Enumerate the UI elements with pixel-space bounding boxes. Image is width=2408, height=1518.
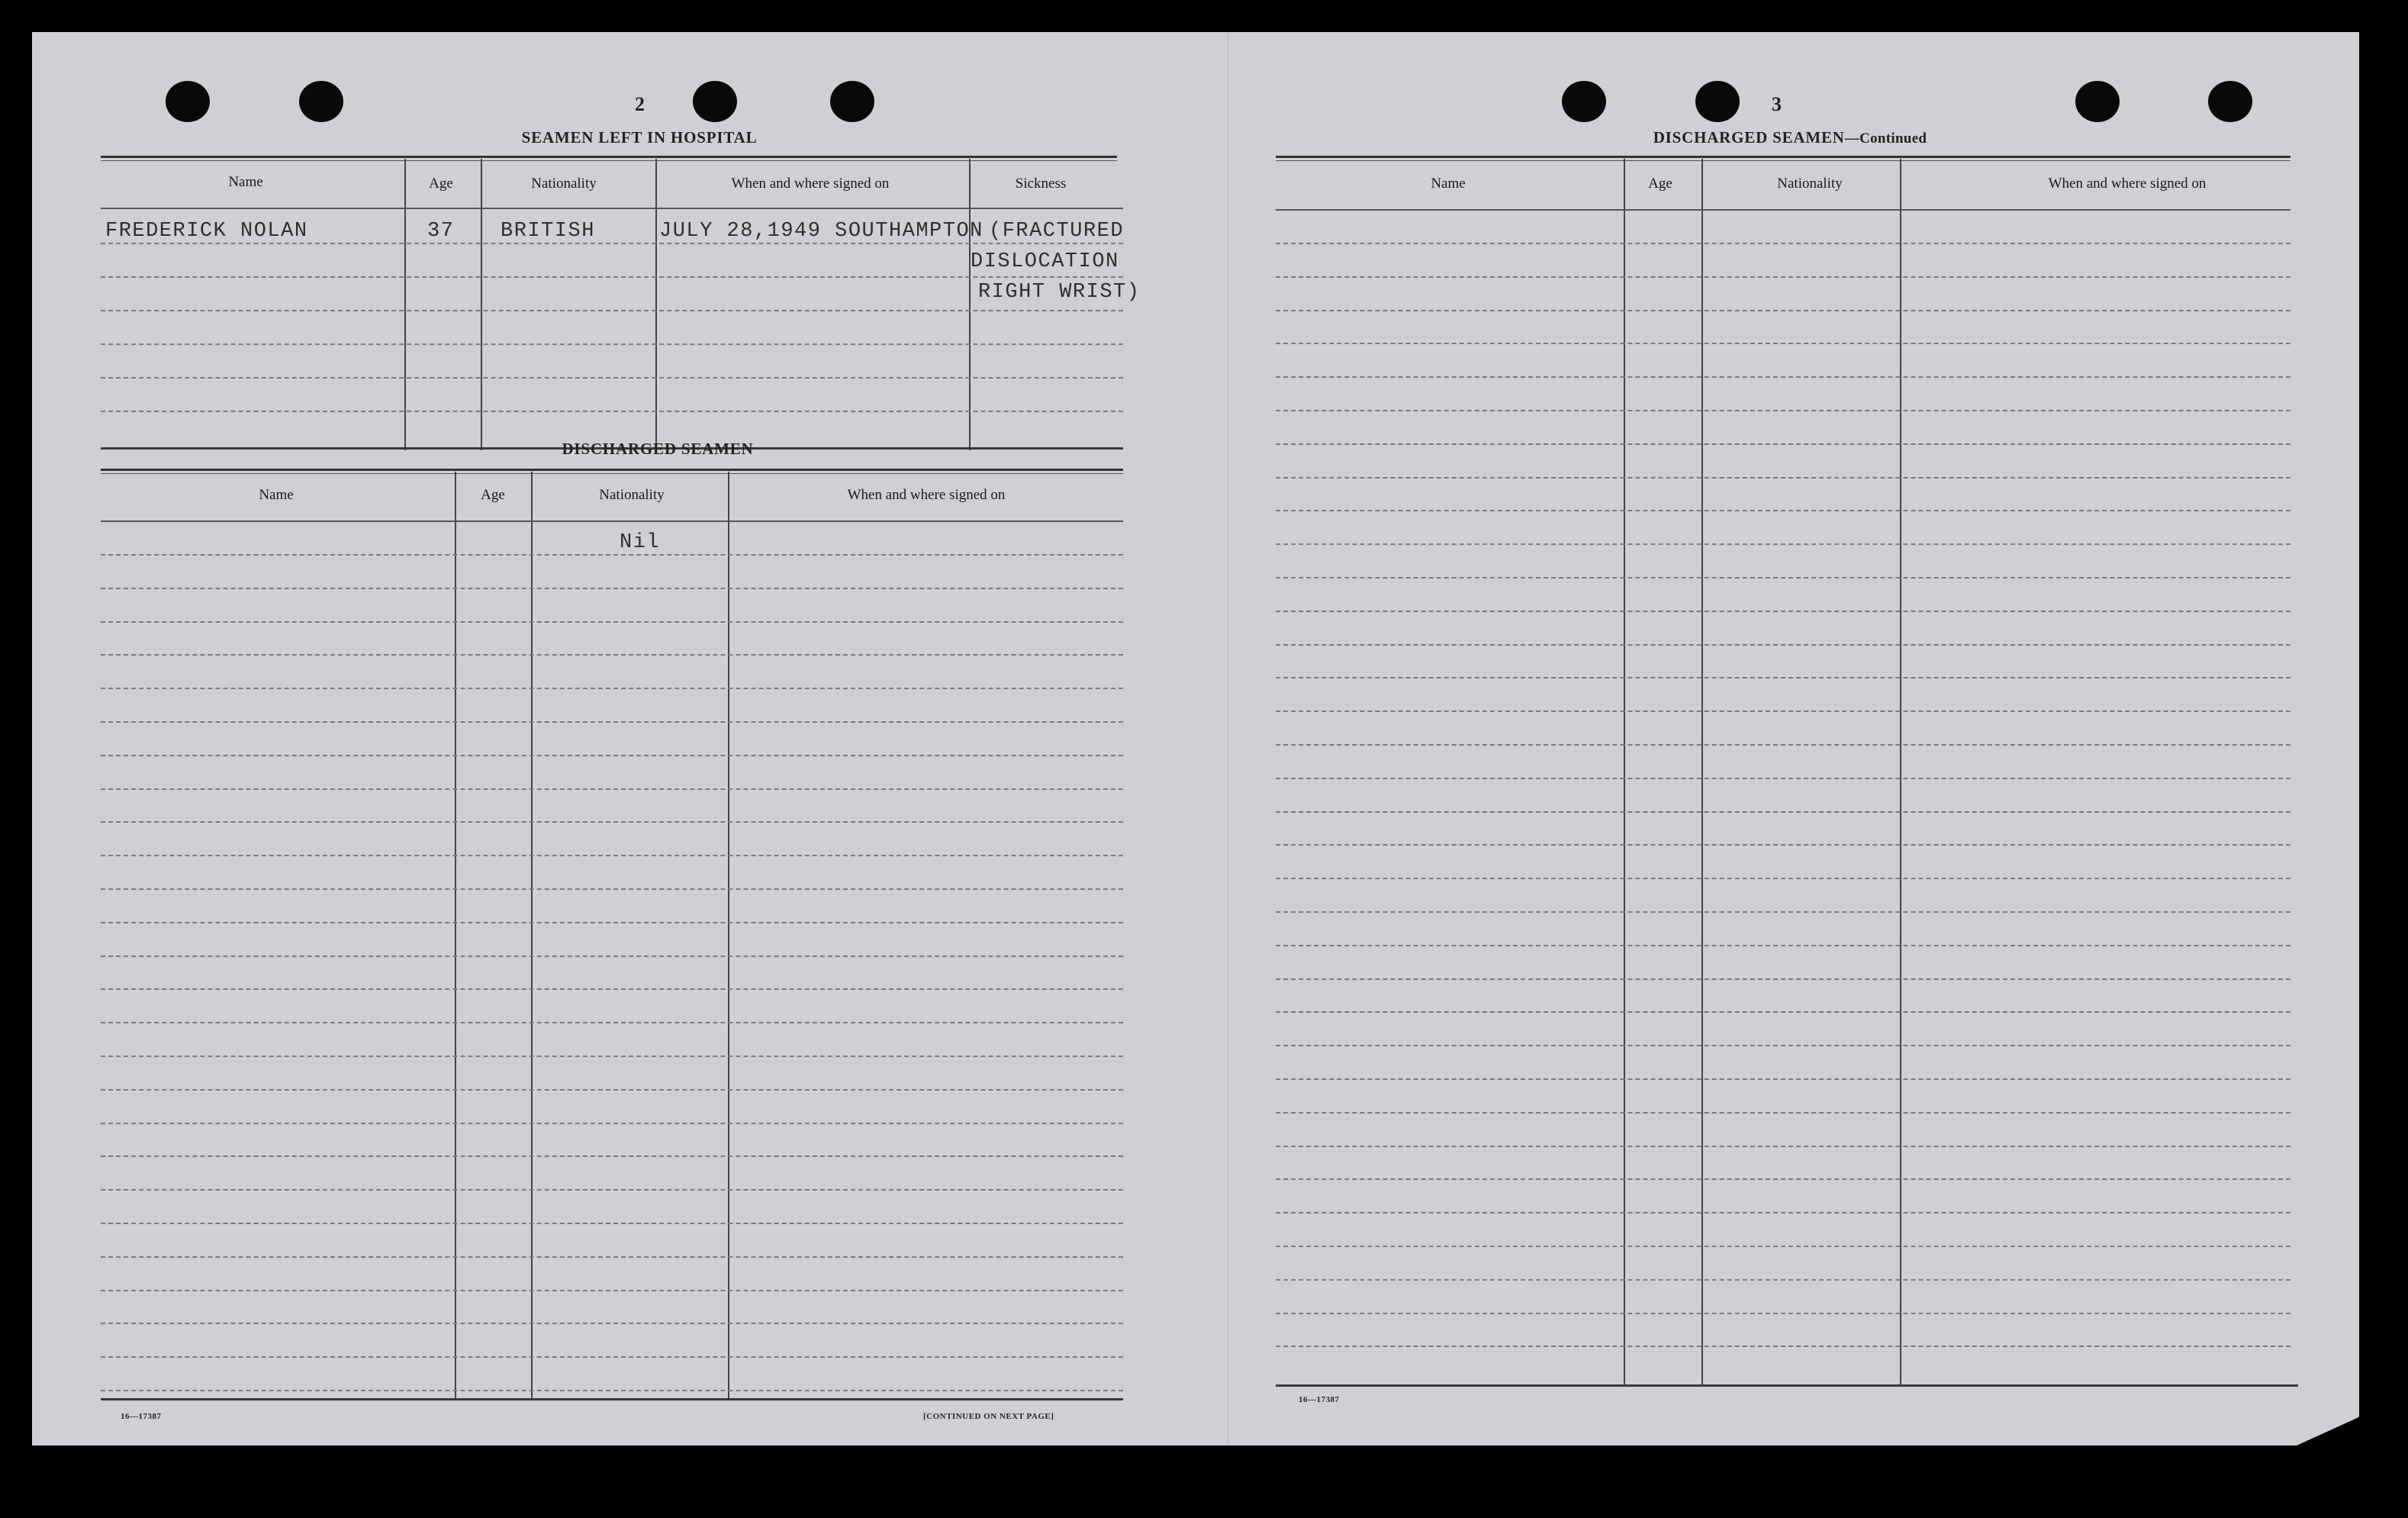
row-line: [1276, 1112, 2290, 1114]
row-line: [101, 1323, 1123, 1324]
col-header-signed-on: When and where signed on: [731, 176, 890, 192]
column-divider: [481, 159, 482, 450]
row-line: [1276, 811, 2290, 813]
col-header-signed-on: When and where signed on: [2048, 176, 2207, 192]
entry-signed-on: JULY 28,1949 SOUTHAMPTON: [659, 220, 983, 243]
row-line: [1276, 1279, 2290, 1281]
row-line: [1276, 1045, 2290, 1046]
row-line: [101, 1056, 1123, 1057]
row-line: [101, 1123, 1123, 1124]
header-row-rule: [1276, 209, 2290, 211]
row-line: [1276, 477, 2290, 479]
row-line: [1276, 1313, 2290, 1314]
title-suffix: —Continued: [1844, 131, 1927, 147]
column-divider: [455, 472, 456, 1400]
col-header-age: Age: [1648, 176, 1672, 192]
row-line: [101, 1189, 1123, 1191]
row-line: [101, 1089, 1123, 1091]
row-line: [1276, 577, 2290, 579]
row-line: [1276, 376, 2290, 378]
row-line: [1276, 243, 2290, 244]
discharged-bottom-rule: [101, 1398, 1123, 1400]
col-header-age: Age: [481, 487, 505, 503]
row-line: [1276, 443, 2290, 445]
row-line: [1276, 945, 2290, 946]
row-line: [101, 554, 1123, 556]
row-line: [101, 1390, 1123, 1391]
row-line: [1276, 844, 2290, 846]
row-line: [101, 821, 1123, 823]
col-header-name: Name: [259, 487, 294, 503]
entry-sickness-3: RIGHT WRIST): [978, 281, 1141, 304]
row-line: [101, 1290, 1123, 1291]
col-header-signed-on: When and where signed on: [847, 487, 1006, 503]
row-line: [101, 377, 1123, 379]
col-header-name: Name: [228, 174, 263, 190]
row-line: [101, 721, 1123, 723]
row-line: [1276, 1178, 2290, 1180]
row-line: [1276, 911, 2290, 913]
row-line: [1276, 343, 2290, 344]
column-divider: [728, 472, 729, 1400]
row-line: [101, 621, 1123, 623]
page-number: 3: [1772, 93, 1782, 115]
hospital-section-title: SEAMEN LEFT IN HOSPITAL: [521, 128, 758, 147]
row-line: [1276, 744, 2290, 746]
entry-nil: Nil: [620, 531, 661, 554]
column-divider: [531, 472, 533, 1400]
row-line: [1276, 644, 2290, 646]
page-fold: [1227, 32, 1229, 1445]
header-row-rule: [101, 208, 1123, 209]
entry-nationality: BRITISH: [501, 220, 595, 243]
row-line: [101, 988, 1123, 990]
title-text: DISCHARGED SEAMEN: [1653, 128, 1845, 147]
header-row-rule: [101, 521, 1123, 522]
row-line: [1276, 1078, 2290, 1080]
hospital-top-rule: [101, 156, 1117, 161]
left-page: [101, 32, 1154, 1445]
discharged-top-rule: [101, 469, 1123, 474]
col-header-name: Name: [1431, 176, 1466, 192]
row-line: [101, 343, 1123, 345]
row-line: [1276, 1346, 2290, 1347]
row-line: [1276, 677, 2290, 678]
row-line: [1276, 510, 2290, 511]
row-line: [101, 888, 1123, 890]
page-number: 2: [635, 93, 645, 115]
form-number: 16—17387: [121, 1412, 162, 1421]
row-line: [101, 956, 1123, 957]
row-line: [101, 1356, 1123, 1358]
document-sheet: [32, 32, 2359, 1445]
row-line: [101, 922, 1123, 923]
col-header-age: Age: [429, 176, 453, 192]
discharged-continued-title: [1653, 128, 1927, 147]
row-line: [1276, 711, 2290, 712]
right-top-rule: [1276, 156, 2290, 161]
form-number: 16—17387: [1299, 1395, 1340, 1404]
col-header-sickness: Sickness: [1015, 176, 1067, 192]
row-line: [101, 1223, 1123, 1224]
row-line: [101, 243, 1123, 244]
entry-age: 37: [427, 220, 455, 243]
row-line: [1276, 978, 2290, 980]
entry-sickness-1: (FRACTURED: [989, 220, 1125, 243]
entry-sickness-2: DISLOCATION: [971, 250, 1119, 273]
row-line: [101, 276, 1123, 278]
row-line: [1276, 1246, 2290, 1247]
row-line: [101, 411, 1123, 412]
col-header-nationality: Nationality: [531, 176, 597, 192]
col-header-nationality: Nationality: [1777, 176, 1843, 192]
col-header-nationality: Nationality: [599, 487, 665, 503]
row-line: [101, 788, 1123, 790]
row-line: [101, 1256, 1123, 1258]
row-line: [1276, 1011, 2290, 1013]
column-divider: [655, 159, 657, 450]
row-line: [101, 688, 1123, 689]
row-line: [101, 1155, 1123, 1157]
column-divider: [404, 159, 406, 450]
row-line: [101, 310, 1123, 311]
row-line: [1276, 1212, 2290, 1213]
row-line: [1276, 611, 2290, 612]
row-line: [101, 654, 1123, 656]
row-line: [101, 755, 1123, 756]
row-line: [1276, 1146, 2290, 1147]
row-line: [1276, 310, 2290, 311]
row-line: [1276, 276, 2290, 278]
row-line: [1276, 410, 2290, 411]
row-line: [1276, 878, 2290, 879]
right-page: [1276, 32, 2325, 1445]
column-divider: [969, 159, 971, 450]
discharged-section-title: DISCHARGED SEAMEN: [562, 440, 754, 458]
row-line: [101, 855, 1123, 856]
row-line: [1276, 543, 2290, 545]
continued-note: [CONTINUED ON NEXT PAGE]: [923, 1412, 1054, 1421]
row-line: [1276, 778, 2290, 779]
right-bottom-rule: [1276, 1384, 2298, 1387]
entry-name: FREDERICK NOLAN: [105, 220, 308, 243]
row-line: [101, 588, 1123, 589]
row-line: [101, 1022, 1123, 1023]
